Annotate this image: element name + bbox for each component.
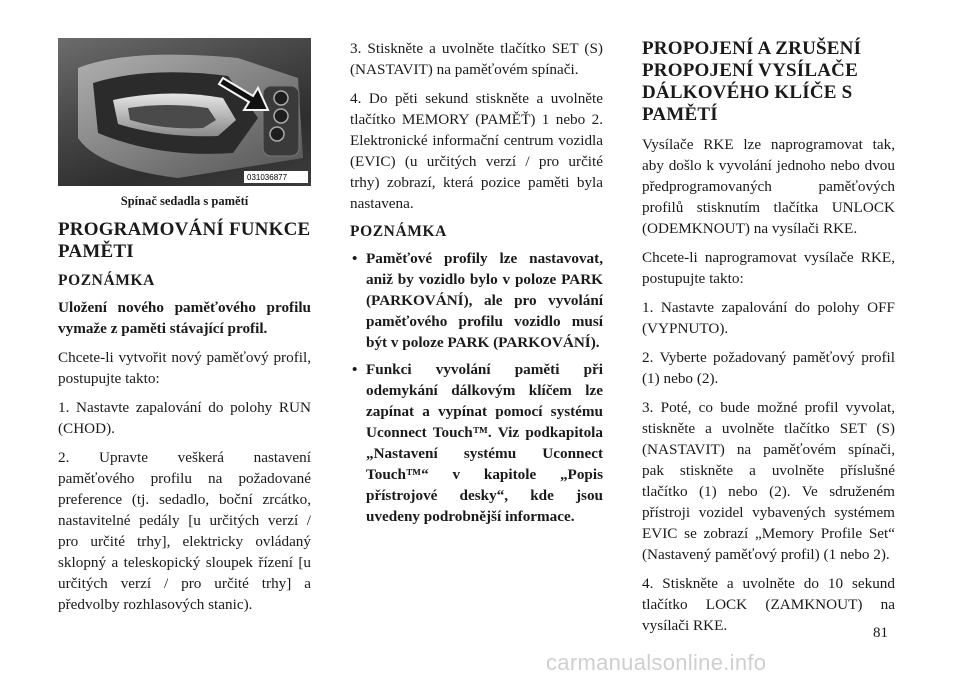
step-4: 4. Stiskněte a uvolněte do 10 sekund tlačítko LOCK (ZAMKNOUT) na vysílači RKE. bbox=[642, 575, 895, 634]
section-heading-programming: PROGRAMOVÁNÍ FUNKCE PAMĚTI bbox=[58, 219, 311, 262]
memory-button-2-icon bbox=[274, 109, 288, 123]
paragraph-2: Chcete-li naprogramovat vysílače RKE, postupujte takto: bbox=[642, 249, 895, 287]
step-1: 1. Nastavte zapalování do polohy OFF (VYPNUTO). bbox=[642, 299, 895, 337]
note-label: POZNÁMKA bbox=[350, 223, 447, 240]
watermark: carmanualsonline.info bbox=[546, 650, 767, 675]
section-heading-rke-linking: PROPOJENÍ A ZRUŠENÍ PROPOJENÍ VYSÍLAČE DÁLKOVÉHO KLÍČE S PAMĚTÍ bbox=[642, 38, 862, 125]
column-middle bbox=[350, 38, 603, 533]
note-label: POZNÁMKA bbox=[58, 272, 155, 289]
step-3: 3. Stiskněte a uvolněte tlačítko SET (S) (NASTAVIT) na paměťovém spínači. bbox=[350, 40, 603, 78]
note-text: Uložení nového paměťového profilu vymaže z paměti stávající profil. bbox=[58, 299, 311, 337]
door-panel-illustration bbox=[58, 38, 311, 186]
memory-button-1-icon bbox=[274, 91, 288, 105]
step-4: 4. Do pěti sekund stiskněte a uvolněte tlačítko MEMORY (PAMĚŤ) 1 nebo 2. Elektronické informační centrum vozidla (EVIC) (u určitých verzí / pro určité trhy) zobrazí, která pozice paměti byla nastavena. bbox=[350, 90, 603, 212]
intro-paragraph: Chcete-li vytvořit nový paměťový profil, postupujte takto: bbox=[58, 349, 311, 387]
column-right bbox=[642, 38, 895, 644]
page-number: 81 bbox=[873, 625, 888, 641]
step-3: 3. Poté, co bude možné profil vyvolat, stiskněte a uvolněte tlačítko SET (S) (NASTAVIT) na paměťovém spínači, pak stiskněte a uvolněte příslušné tlačítko (1) nebo (2). Ve sdruženém přístroji vozidel vybavených systémem EVIC se zobrazí „Memory Profile Set“ (Nastavený paměťový profil) (1 nebo 2). bbox=[642, 399, 895, 563]
note-bullet-list bbox=[350, 248, 603, 527]
seat-memory-switch-photo bbox=[58, 38, 311, 186]
step-2: 2. Vyberte požadovaný paměťový profil (1) nebo (2). bbox=[642, 349, 895, 387]
figure-code: 031036877 bbox=[247, 173, 288, 182]
figure-caption: Spínač sedadla s pamětí bbox=[120, 194, 249, 208]
step-1: 1. Nastavte zapalování do polohy RUN (CHOD). bbox=[58, 399, 311, 437]
note-bullet: • Funkci vyvolání paměti při odemykání dálkovým klíčem lze zapínat a vypínat pomocí systému Uconnect Touch™. Viz podkapitola „Nastavení systému Uconnect Touch™“ v kapitole „Popis přístrojové desky“, kde jsou uvedeny podrobnější informace. bbox=[350, 359, 603, 527]
set-button-icon bbox=[270, 127, 284, 141]
note-bullet: • Paměťové profily lze nastavovat, aniž by vozidlo bylo v poloze PARK (PARKOVÁNÍ), ale pro vyvolání paměťového profilu vozidlo musí být v poloze PARK (PARKOVÁNÍ). bbox=[350, 248, 603, 353]
paragraph-1: Vysílače RKE lze naprogramovat tak, aby došlo k vyvolání jednoho nebo dvou předprogramovaných paměťových profilů stisknutím tlačítka UNLOCK (ODEMKNOUT) na vysílači RKE. bbox=[642, 136, 895, 237]
column-left bbox=[58, 38, 311, 623]
step-2: 2. Upravte veškerá nastavení paměťového profilu na požadované preference (tj. sedadlo, boční zrcátko, nastavitelné pedály [u určitých verzí / pro určité trhy], elektricky ovládaný sklopný a teleskopický sloupek řízení [u určitých verzí / pro určité trhy] a předvolby rozhlasových stanic). bbox=[58, 449, 311, 613]
